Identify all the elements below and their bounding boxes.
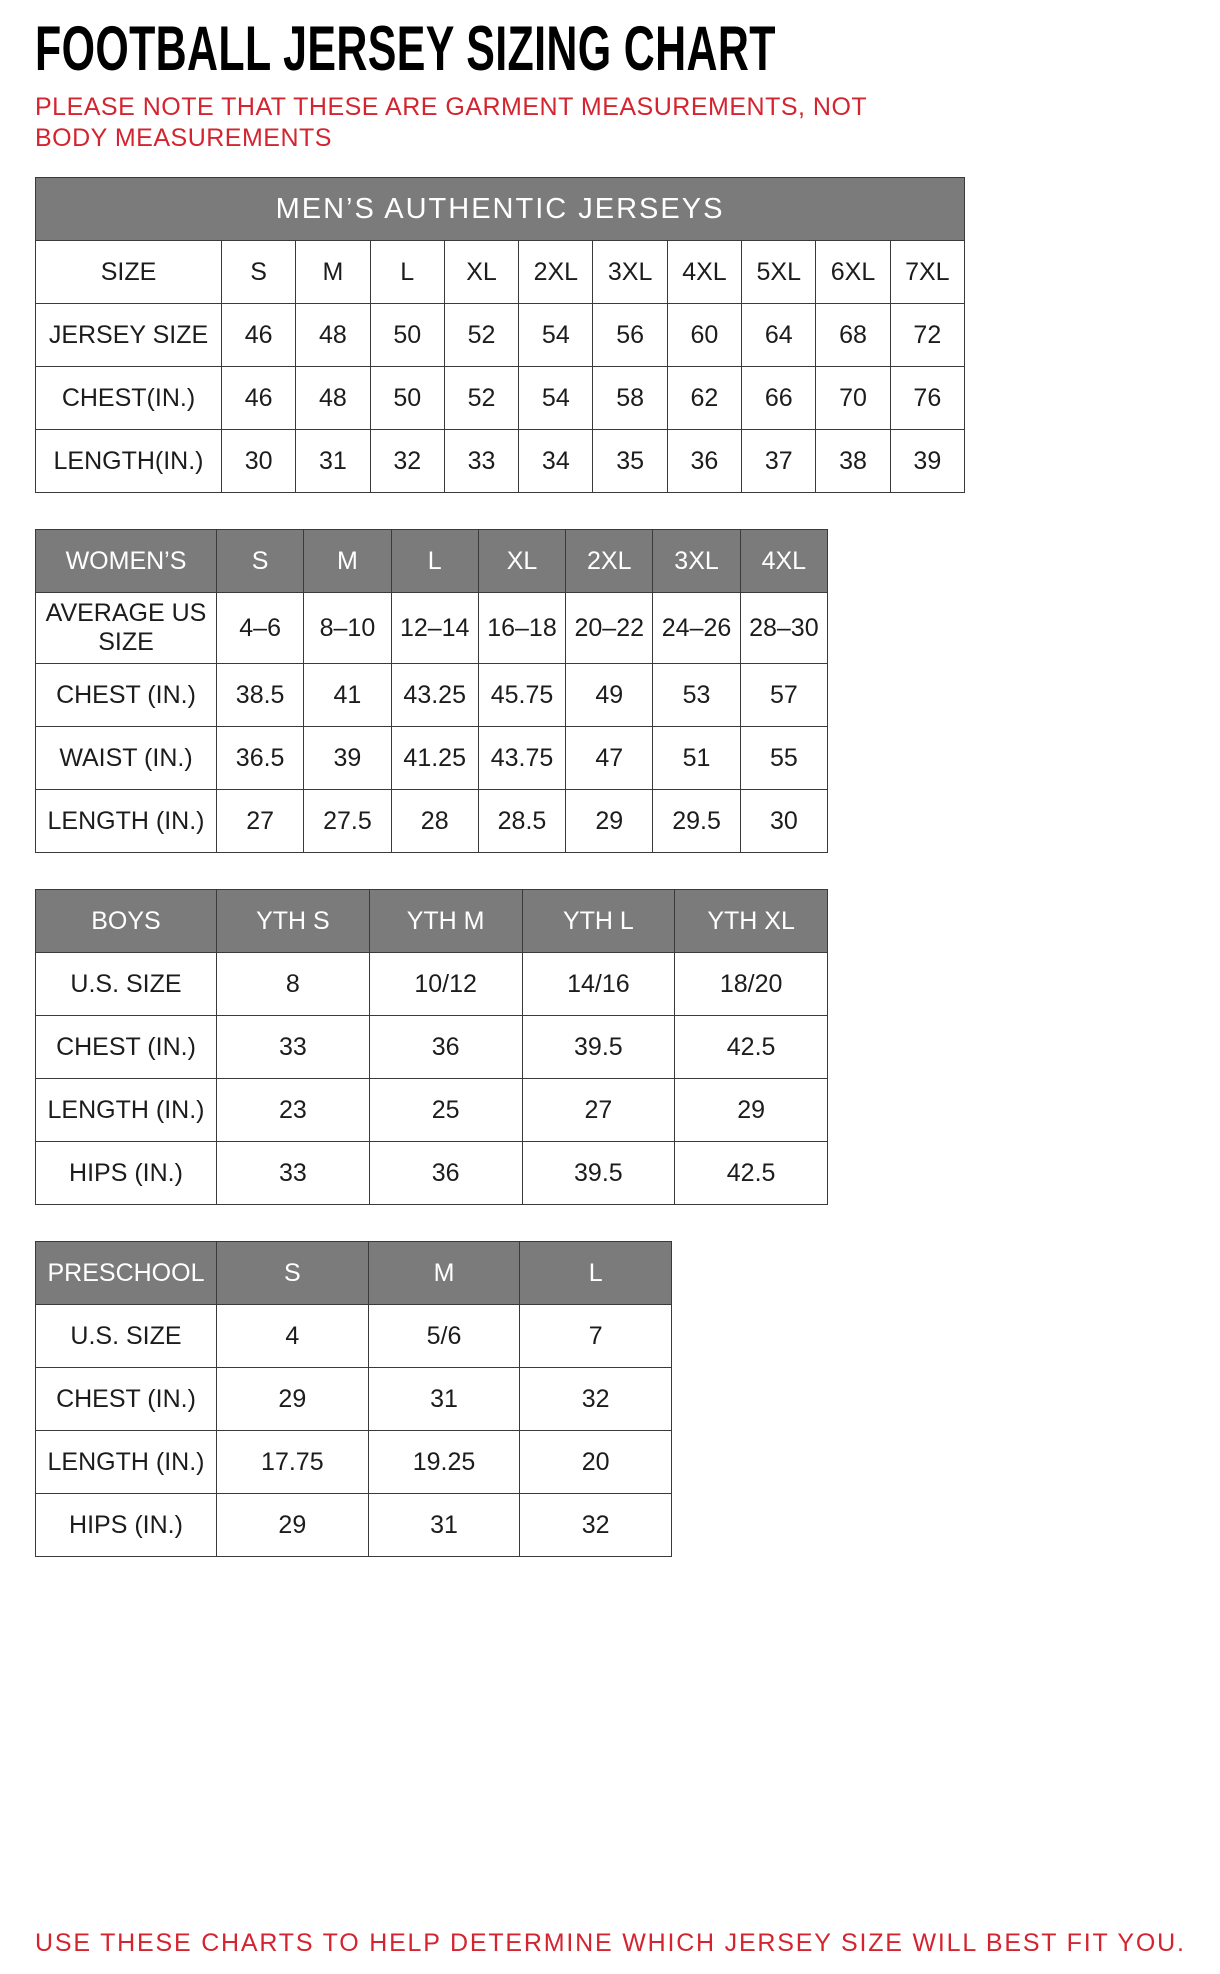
row-label: U.S. SIZE: [36, 1305, 217, 1368]
mens-authentic-jerseys-table: [35, 177, 965, 493]
cell-value: 4: [217, 1305, 369, 1368]
row-label: CHEST (IN.): [36, 1016, 217, 1079]
cell-value: 37: [742, 430, 816, 493]
cell-value: 29: [566, 790, 653, 853]
cell-value: 52: [444, 304, 518, 367]
table-row: [36, 430, 965, 493]
cell-value: 33: [444, 430, 518, 493]
column-header: YTH XL: [675, 890, 828, 953]
cell-value: 31: [368, 1494, 520, 1557]
column-header: L: [391, 530, 478, 593]
page-title: FOOTBALL JERSEY SIZING CHART: [35, 13, 776, 85]
cell-value: 28–30: [740, 593, 827, 664]
column-header: 6XL: [816, 241, 890, 304]
column-header: YTH S: [217, 890, 370, 953]
table-row: [36, 1016, 828, 1079]
cell-value: 76: [890, 367, 964, 430]
cell-value: 29: [217, 1494, 369, 1557]
table-row: [36, 664, 828, 727]
cell-value: 33: [217, 1142, 370, 1205]
cell-value: 31: [368, 1368, 520, 1431]
cell-value: 7: [520, 1305, 672, 1368]
cell-value: 4–6: [217, 593, 304, 664]
cell-value: 36: [667, 430, 741, 493]
cell-value: 58: [593, 367, 667, 430]
cell-value: 46: [222, 304, 296, 367]
cell-value: 68: [816, 304, 890, 367]
footer-note: USE THESE CHARTS TO HELP DETERMINE WHICH JERSEY SIZE WILL BEST FIT YOU.: [35, 1929, 1186, 1957]
row-label: LENGTH (IN.): [36, 790, 217, 853]
cell-value: 46: [222, 367, 296, 430]
cell-value: 48: [296, 367, 370, 430]
column-header: S: [217, 1242, 369, 1305]
table-row: [36, 1431, 672, 1494]
cell-value: 54: [519, 367, 593, 430]
row-label: LENGTH(IN.): [36, 430, 222, 493]
womens-sizing-table: [35, 529, 828, 853]
cell-value: 32: [520, 1368, 672, 1431]
row-label: LENGTH (IN.): [36, 1431, 217, 1494]
column-header: YTH L: [522, 890, 675, 953]
row-label: CHEST (IN.): [36, 1368, 217, 1431]
table-row: [36, 1305, 672, 1368]
cell-value: 30: [222, 430, 296, 493]
column-header: 2XL: [519, 241, 593, 304]
cell-value: 31: [296, 430, 370, 493]
column-header: BOYS: [36, 890, 217, 953]
column-header: 4XL: [667, 241, 741, 304]
cell-value: 66: [742, 367, 816, 430]
boys-sizing-table: [35, 889, 828, 1205]
cell-value: 23: [217, 1079, 370, 1142]
table-row: [36, 304, 965, 367]
column-header: PRESCHOOL: [36, 1242, 217, 1305]
preschool-sizing-table: [35, 1241, 672, 1557]
row-label: U.S. SIZE: [36, 953, 217, 1016]
column-header: L: [520, 1242, 672, 1305]
column-header: YTH M: [369, 890, 522, 953]
cell-value: 39: [304, 727, 391, 790]
cell-value: 29: [675, 1079, 828, 1142]
table-row: [36, 1079, 828, 1142]
cell-value: 16–18: [478, 593, 565, 664]
column-header: 3XL: [593, 241, 667, 304]
cell-value: 43.25: [391, 664, 478, 727]
row-label: WAIST (IN.): [36, 727, 217, 790]
table-title: MEN’S AUTHENTIC JERSEYS: [36, 178, 965, 241]
cell-value: 49: [566, 664, 653, 727]
cell-value: 50: [370, 304, 444, 367]
cell-value: 14/16: [522, 953, 675, 1016]
table-header-row: [36, 1242, 672, 1305]
cell-value: 42.5: [675, 1142, 828, 1205]
column-header: XL: [444, 241, 518, 304]
cell-value: 32: [520, 1494, 672, 1557]
cell-value: 45.75: [478, 664, 565, 727]
cell-value: 32: [370, 430, 444, 493]
cell-value: 60: [667, 304, 741, 367]
table-header-row: [36, 530, 828, 593]
cell-value: 27.5: [304, 790, 391, 853]
table-row: [36, 790, 828, 853]
cell-value: 52: [444, 367, 518, 430]
cell-value: 53: [653, 664, 740, 727]
cell-value: 34: [519, 430, 593, 493]
cell-value: 29.5: [653, 790, 740, 853]
cell-value: 28: [391, 790, 478, 853]
cell-value: 25: [369, 1079, 522, 1142]
table-row: [36, 1368, 672, 1431]
cell-value: 20–22: [566, 593, 653, 664]
row-label: AVERAGE US SIZE: [36, 593, 217, 664]
table-row: [36, 1142, 828, 1205]
cell-value: 30: [740, 790, 827, 853]
cell-value: 42.5: [675, 1016, 828, 1079]
cell-value: 29: [217, 1368, 369, 1431]
cell-value: 64: [742, 304, 816, 367]
cell-value: 18/20: [675, 953, 828, 1016]
cell-value: 41: [304, 664, 391, 727]
cell-value: 39: [890, 430, 964, 493]
cell-value: 56: [593, 304, 667, 367]
column-header: M: [296, 241, 370, 304]
cell-value: 62: [667, 367, 741, 430]
column-header: 5XL: [742, 241, 816, 304]
cell-value: 27: [217, 790, 304, 853]
cell-value: 36: [369, 1016, 522, 1079]
cell-value: 36.5: [217, 727, 304, 790]
row-label: CHEST(IN.): [36, 367, 222, 430]
cell-value: 8–10: [304, 593, 391, 664]
table-row: [36, 727, 828, 790]
table-header-row: [36, 890, 828, 953]
table-row: [36, 1494, 672, 1557]
cell-value: 27: [522, 1079, 675, 1142]
column-header: 7XL: [890, 241, 964, 304]
cell-value: 41.25: [391, 727, 478, 790]
cell-value: 17.75: [217, 1431, 369, 1494]
table-title-row: [36, 178, 965, 241]
cell-value: 36: [369, 1142, 522, 1205]
column-header: 4XL: [740, 530, 827, 593]
cell-value: 28.5: [478, 790, 565, 853]
row-label: CHEST (IN.): [36, 664, 217, 727]
column-header: M: [304, 530, 391, 593]
column-header: 3XL: [653, 530, 740, 593]
cell-value: 55: [740, 727, 827, 790]
column-header: L: [370, 241, 444, 304]
cell-value: 47: [566, 727, 653, 790]
cell-value: 50: [370, 367, 444, 430]
cell-value: 43.75: [478, 727, 565, 790]
row-label: JERSEY SIZE: [36, 304, 222, 367]
cell-value: 39.5: [522, 1142, 675, 1205]
cell-value: 10/12: [369, 953, 522, 1016]
cell-value: 20: [520, 1431, 672, 1494]
cell-value: 70: [816, 367, 890, 430]
row-label: LENGTH (IN.): [36, 1079, 217, 1142]
table-row: [36, 593, 828, 664]
row-label: HIPS (IN.): [36, 1142, 217, 1205]
cell-value: 35: [593, 430, 667, 493]
table-row: [36, 953, 828, 1016]
cell-value: 12–14: [391, 593, 478, 664]
cell-value: 8: [217, 953, 370, 1016]
cell-value: 72: [890, 304, 964, 367]
cell-value: 33: [217, 1016, 370, 1079]
cell-value: 54: [519, 304, 593, 367]
cell-value: 38.5: [217, 664, 304, 727]
table-header-row: [36, 241, 965, 304]
column-header: WOMEN’S: [36, 530, 217, 593]
column-header: XL: [478, 530, 565, 593]
column-header: S: [222, 241, 296, 304]
cell-value: 38: [816, 430, 890, 493]
column-header: 2XL: [566, 530, 653, 593]
column-header: SIZE: [36, 241, 222, 304]
cell-value: 39.5: [522, 1016, 675, 1079]
cell-value: 24–26: [653, 593, 740, 664]
column-header: S: [217, 530, 304, 593]
table-row: [36, 367, 965, 430]
cell-value: 5/6: [368, 1305, 520, 1368]
measurement-note: PLEASE NOTE THAT THESE ARE GARMENT MEASUREMENTS, NOT BODY MEASUREMENTS: [35, 93, 867, 152]
row-label: HIPS (IN.): [36, 1494, 217, 1557]
cell-value: 51: [653, 727, 740, 790]
cell-value: 19.25: [368, 1431, 520, 1494]
cell-value: 48: [296, 304, 370, 367]
column-header: M: [368, 1242, 520, 1305]
cell-value: 57: [740, 664, 827, 727]
